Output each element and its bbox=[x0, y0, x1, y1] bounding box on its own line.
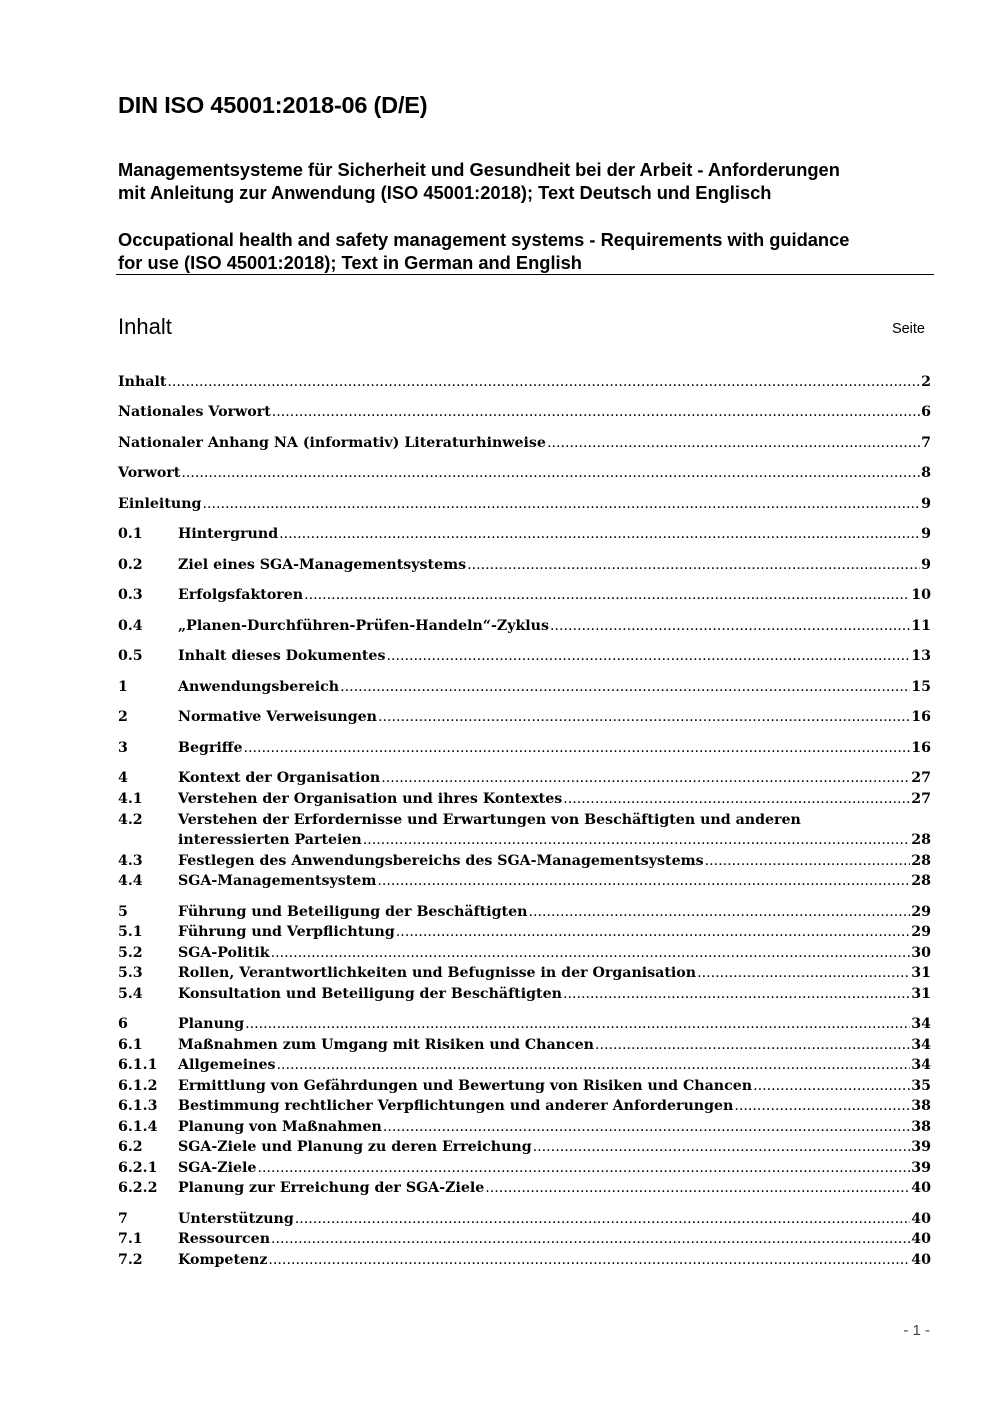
toc-page-column-label: Seite bbox=[891, 321, 925, 337]
toc-entry-line bbox=[178, 1209, 931, 1229]
toc-entry-line bbox=[178, 984, 931, 1004]
toc-entry-title: Rollen, Verantwortlichkeiten und Befugnisse in der Organisation bbox=[178, 965, 697, 981]
toc-dot-leader bbox=[697, 963, 910, 983]
toc-entry-number: 6.1 bbox=[118, 1037, 143, 1053]
toc-entry-number: 0.2 bbox=[118, 557, 143, 573]
toc-entry-page: 39 bbox=[911, 1160, 931, 1176]
toc-dot-leader bbox=[304, 585, 910, 605]
toc-entry-title-line-1: Verstehen der Erfordernisse und Erwartungen von Beschäftigten und anderen bbox=[178, 812, 801, 828]
toc-entry-line bbox=[178, 1035, 931, 1055]
toc-entry-line bbox=[118, 463, 931, 483]
toc-entry-line bbox=[178, 1117, 931, 1137]
toc-entry-page: 29 bbox=[911, 924, 931, 940]
toc-entry-number: 4 bbox=[118, 770, 128, 786]
toc-entry-number: 7.2 bbox=[118, 1252, 143, 1268]
toc-entry[interactable] bbox=[118, 963, 931, 983]
toc-entry-title: Vorwort bbox=[118, 465, 181, 481]
toc-entry-line bbox=[118, 402, 931, 422]
toc-entry-page: 40 bbox=[911, 1211, 931, 1227]
toc-entry-page: 35 bbox=[911, 1078, 931, 1094]
toc-entry-title: Inhalt bbox=[118, 374, 167, 390]
toc-entry[interactable] bbox=[118, 524, 931, 544]
toc-entry-number: 6.1.3 bbox=[118, 1098, 158, 1114]
toc-entry-title: Planung zur Erreichung der SGA-Ziele bbox=[178, 1180, 485, 1196]
toc-entry-title: Führung und Beteiligung der Beschäftigten bbox=[178, 904, 528, 920]
toc-entry-title: SGA-Managementsystem bbox=[178, 873, 377, 889]
toc-entry-line bbox=[178, 1158, 931, 1178]
toc-entry-title: Nationaler Anhang NA (informativ) Literaturhinweise bbox=[118, 435, 546, 451]
toc-entry-page: 11 bbox=[911, 618, 931, 634]
toc-entry[interactable] bbox=[118, 494, 931, 514]
toc-entry-title: SGA-Ziele und Planung zu deren Erreichung bbox=[178, 1139, 532, 1155]
toc-entry-page: 40 bbox=[911, 1252, 931, 1268]
toc-dot-leader bbox=[268, 1250, 910, 1270]
toc-entry[interactable] bbox=[118, 789, 931, 809]
toc-entry-page: 2 bbox=[921, 374, 931, 390]
toc-entry-title: Erfolgsfaktoren bbox=[178, 587, 304, 603]
toc-dot-leader bbox=[272, 402, 920, 422]
toc-entry-title: Ziel eines SGA-Managementsystems bbox=[178, 557, 467, 573]
toc-dot-leader bbox=[271, 1229, 910, 1249]
toc-entry-line bbox=[178, 585, 931, 605]
toc-entry[interactable] bbox=[118, 585, 931, 605]
toc-entry-page: 39 bbox=[911, 1139, 931, 1155]
toc-entry-line bbox=[178, 943, 931, 963]
toc-entry[interactable] bbox=[118, 402, 931, 422]
toc-entry[interactable] bbox=[118, 707, 931, 727]
toc-entry-number: 6.1.1 bbox=[118, 1057, 158, 1073]
toc-dot-leader bbox=[279, 524, 920, 544]
toc-entry-title: SGA-Ziele bbox=[178, 1160, 257, 1176]
toc-entry[interactable] bbox=[118, 616, 931, 636]
toc-dot-leader bbox=[277, 1055, 911, 1075]
toc-dot-leader bbox=[245, 1014, 910, 1034]
toc-entry[interactable] bbox=[118, 851, 931, 871]
toc-dot-leader bbox=[734, 1096, 910, 1116]
toc-entry-title: Normative Verweisungen bbox=[178, 709, 377, 725]
toc-entry-line bbox=[178, 1229, 931, 1249]
toc-entry-title: Anwendungsbereich bbox=[178, 679, 340, 695]
toc-dot-leader bbox=[363, 830, 910, 850]
toc-entry-page: 10 bbox=[911, 587, 931, 603]
toc-entry-number: 4.3 bbox=[118, 853, 143, 869]
toc-entry-line bbox=[178, 524, 931, 544]
toc-entry-title: Ermittlung von Gefährdungen und Bewertung von Risiken und Chancen bbox=[178, 1078, 753, 1094]
subtitle-german-line-2: mit Anleitung zur Anwendung (ISO 45001:2018); Text Deutsch und Englisch bbox=[118, 182, 772, 203]
toc-entry-title: Planung von Maßnahmen bbox=[178, 1119, 382, 1135]
toc-entry[interactable] bbox=[118, 1158, 931, 1178]
subtitle-german-line-1: Managementsysteme für Sicherheit und Gesundheit bei der Arbeit - Anforderungen bbox=[118, 159, 840, 180]
toc-dot-leader bbox=[340, 677, 910, 697]
toc-entry[interactable] bbox=[118, 372, 931, 392]
toc-entry-number: 0.1 bbox=[118, 526, 143, 542]
toc-entry-number: 5.3 bbox=[118, 965, 143, 981]
toc-entry[interactable] bbox=[118, 1076, 931, 1096]
toc-entry-number: 3 bbox=[118, 740, 128, 756]
toc-dot-leader bbox=[396, 922, 910, 942]
toc-entry-number: 7 bbox=[118, 1211, 128, 1227]
toc-dot-leader bbox=[243, 738, 910, 758]
toc-entry-title: interessierten Parteien bbox=[178, 832, 362, 848]
toc-entry[interactable] bbox=[118, 943, 931, 963]
toc-entry-line bbox=[178, 616, 931, 636]
toc-entry[interactable] bbox=[118, 1250, 931, 1270]
toc-entry[interactable] bbox=[118, 1117, 931, 1137]
toc-entry-page: 9 bbox=[921, 557, 931, 573]
toc-entry[interactable] bbox=[118, 902, 931, 922]
toc-entry-page: 27 bbox=[911, 770, 931, 786]
toc-entry-page: 7 bbox=[921, 435, 931, 451]
toc-entry-title: Hintergrund bbox=[178, 526, 279, 542]
toc-entry-number: 0.5 bbox=[118, 648, 143, 664]
toc-entry-number: 4.2 bbox=[118, 812, 143, 828]
toc-entry-number: 7.1 bbox=[118, 1231, 143, 1247]
toc-dot-leader bbox=[563, 984, 910, 1004]
toc-entry-line bbox=[178, 1178, 931, 1198]
toc-entry-page: 28 bbox=[911, 873, 931, 889]
toc-entry-title: Kontext der Organisation bbox=[178, 770, 381, 786]
toc-heading: Inhalt bbox=[118, 314, 172, 339]
toc-entry-page: 27 bbox=[911, 791, 931, 807]
toc-entry[interactable] bbox=[118, 1014, 931, 1034]
toc-dot-leader bbox=[550, 616, 910, 636]
toc-entry-number: 6.1.2 bbox=[118, 1078, 158, 1094]
toc-entry-title: Festlegen des Anwendungsbereichs des SGA-Managementsystems bbox=[178, 853, 704, 869]
toc-entry[interactable] bbox=[118, 433, 931, 453]
toc-entry-line bbox=[178, 555, 931, 575]
toc-dot-leader bbox=[467, 555, 920, 575]
toc-dot-leader bbox=[595, 1035, 910, 1055]
toc-entry-line bbox=[178, 851, 931, 871]
toc-dot-leader bbox=[181, 463, 920, 483]
toc-dot-leader bbox=[378, 707, 910, 727]
toc-entry-title: SGA-Politik bbox=[178, 945, 270, 961]
toc-dot-leader bbox=[383, 1117, 910, 1137]
toc-entry-title: Konsultation und Beteiligung der Beschäftigten bbox=[178, 986, 562, 1002]
toc-entry[interactable] bbox=[118, 1035, 931, 1055]
toc-entry-page: 38 bbox=[911, 1098, 931, 1114]
toc-entry-page: 38 bbox=[911, 1119, 931, 1135]
toc-entry-line bbox=[178, 830, 931, 850]
toc-entry-number: 6.1.4 bbox=[118, 1119, 158, 1135]
toc-entry-line bbox=[178, 871, 931, 891]
toc-entry-number: 5.4 bbox=[118, 986, 143, 1002]
toc-entry[interactable] bbox=[118, 768, 931, 788]
toc-entry-line bbox=[178, 707, 931, 727]
toc-entry-line bbox=[178, 789, 931, 809]
toc-entry[interactable] bbox=[118, 677, 931, 697]
toc-entry[interactable] bbox=[118, 463, 931, 483]
toc-entry-page: 16 bbox=[911, 740, 931, 756]
toc-entry-line bbox=[178, 1250, 931, 1270]
toc-entry-page: 8 bbox=[921, 465, 931, 481]
toc-entry-number: 5.1 bbox=[118, 924, 143, 940]
toc-entry-line bbox=[178, 646, 931, 666]
toc-entry-page: 9 bbox=[921, 496, 931, 512]
toc-entry-number: 0.4 bbox=[118, 618, 143, 634]
toc-entry[interactable] bbox=[118, 646, 931, 666]
toc-entry-title: Einleitung bbox=[118, 496, 202, 512]
toc-entry-title: Planung bbox=[178, 1016, 245, 1032]
toc-entry[interactable] bbox=[118, 1178, 931, 1198]
toc-entry-title: Nationales Vorwort bbox=[118, 404, 271, 420]
toc-entry-page: 34 bbox=[911, 1057, 931, 1073]
toc-entry-title: Inhalt dieses Dokumentes bbox=[178, 648, 386, 664]
toc-entry-line bbox=[178, 1076, 931, 1096]
toc-entry-line bbox=[118, 433, 931, 453]
toc-entry-title: Bestimmung rechtlicher Verpflichtungen und anderer Anforderungen bbox=[178, 1098, 734, 1114]
toc-dot-leader bbox=[295, 1209, 910, 1229]
title-divider bbox=[116, 274, 934, 275]
toc-dot-leader bbox=[202, 494, 920, 514]
subtitle-english bbox=[118, 228, 938, 274]
toc-dot-leader bbox=[547, 433, 920, 453]
toc-dot-leader bbox=[563, 789, 910, 809]
toc-entry-line bbox=[178, 1055, 931, 1075]
toc-entry-number: 6.2.2 bbox=[118, 1180, 158, 1196]
toc-entry-number: 0.3 bbox=[118, 587, 143, 603]
toc-entry-page: 13 bbox=[911, 648, 931, 664]
toc-entry-title: Ressourcen bbox=[178, 1231, 271, 1247]
toc-entry[interactable] bbox=[118, 922, 931, 942]
toc-dot-leader bbox=[271, 943, 911, 963]
toc-entry-title: Allgemeines bbox=[178, 1057, 276, 1073]
toc-dot-leader bbox=[528, 902, 910, 922]
toc-entry[interactable] bbox=[118, 555, 931, 575]
toc-entry-line bbox=[178, 768, 931, 788]
toc-entry-number: 2 bbox=[118, 709, 128, 725]
toc-dot-leader bbox=[386, 646, 910, 666]
toc-dot-leader bbox=[753, 1076, 910, 1096]
toc-entry-page: 29 bbox=[911, 904, 931, 920]
toc-entry-line bbox=[178, 963, 931, 983]
toc-entry-line bbox=[178, 1137, 931, 1157]
toc-dot-leader bbox=[381, 768, 910, 788]
toc-entry-page: 30 bbox=[911, 945, 931, 961]
toc-dot-leader bbox=[705, 851, 911, 871]
toc-entry-line bbox=[178, 902, 931, 922]
toc-entry-line bbox=[178, 1014, 931, 1034]
toc-entry-page: 34 bbox=[911, 1016, 931, 1032]
toc-dot-leader bbox=[257, 1158, 910, 1178]
toc-entry-line bbox=[178, 922, 931, 942]
toc-entry-page: 31 bbox=[911, 965, 931, 981]
document-title: DIN ISO 45001:2018-06 (D/E) bbox=[118, 92, 428, 118]
toc-entry[interactable] bbox=[118, 984, 931, 1004]
toc-entry[interactable] bbox=[118, 1137, 931, 1157]
toc-entry[interactable] bbox=[118, 1096, 931, 1116]
toc-entry-page: 28 bbox=[911, 832, 931, 848]
toc-dot-leader bbox=[533, 1137, 911, 1157]
page-number: - 1 - bbox=[903, 1322, 930, 1339]
toc-entry-page: 34 bbox=[911, 1037, 931, 1053]
toc-dot-leader bbox=[485, 1178, 910, 1198]
toc-entry[interactable] bbox=[118, 1055, 931, 1075]
toc-entry-title: Verstehen der Organisation und ihres Kontextes bbox=[178, 791, 563, 807]
toc-entry-number: 5 bbox=[118, 904, 128, 920]
toc-entry[interactable] bbox=[118, 1209, 931, 1229]
subtitle-german bbox=[118, 158, 938, 204]
toc-entry-page: 28 bbox=[911, 853, 931, 869]
toc-entry-page: 15 bbox=[911, 679, 931, 695]
toc-entry-number: 6.2 bbox=[118, 1139, 143, 1155]
toc-dot-leader bbox=[377, 871, 910, 891]
toc-entry-page: 31 bbox=[911, 986, 931, 1002]
toc-entry-page: 6 bbox=[921, 404, 931, 420]
toc-entry[interactable] bbox=[118, 1229, 931, 1249]
toc-entry-title: Kompetenz bbox=[178, 1252, 268, 1268]
toc-entry-page: 9 bbox=[921, 526, 931, 542]
toc-entry-number: 4.4 bbox=[118, 873, 143, 889]
toc-entry-title: Führung und Verpflichtung bbox=[178, 924, 395, 940]
toc-entry-title: Unterstützung bbox=[178, 1211, 294, 1227]
toc-entry-line bbox=[118, 494, 931, 514]
toc-entry-line bbox=[178, 738, 931, 758]
subtitle-english-line-2: for use (ISO 45001:2018); Text in German and English bbox=[118, 252, 582, 273]
toc-entry-number: 5.2 bbox=[118, 945, 143, 961]
toc-entry-line bbox=[178, 1096, 931, 1116]
toc-entry[interactable] bbox=[118, 871, 931, 891]
toc-entry-title: Begriffe bbox=[178, 740, 243, 756]
toc-entry-title: Maßnahmen zum Umgang mit Risiken und Chancen bbox=[178, 1037, 594, 1053]
toc-dot-leader bbox=[167, 372, 920, 392]
toc-entry-page: 40 bbox=[911, 1180, 931, 1196]
toc-entry-page: 16 bbox=[911, 709, 931, 725]
toc-entry[interactable] bbox=[118, 810, 931, 850]
toc-entry-number: 1 bbox=[118, 679, 128, 695]
toc-entry-number: 4.1 bbox=[118, 791, 143, 807]
toc-entry-title: „Planen-Durchführen-Prüfen-Handeln“-Zyklus bbox=[178, 618, 549, 634]
toc-entry[interactable] bbox=[118, 738, 931, 758]
toc-entry-line bbox=[118, 372, 931, 392]
toc-entry-number: 6 bbox=[118, 1016, 128, 1032]
subtitle-english-line-1: Occupational health and safety management systems - Requirements with guidance bbox=[118, 229, 850, 250]
toc-entry-page: 40 bbox=[911, 1231, 931, 1247]
toc-entry-number: 6.2.1 bbox=[118, 1160, 158, 1176]
toc-entry-line bbox=[178, 677, 931, 697]
